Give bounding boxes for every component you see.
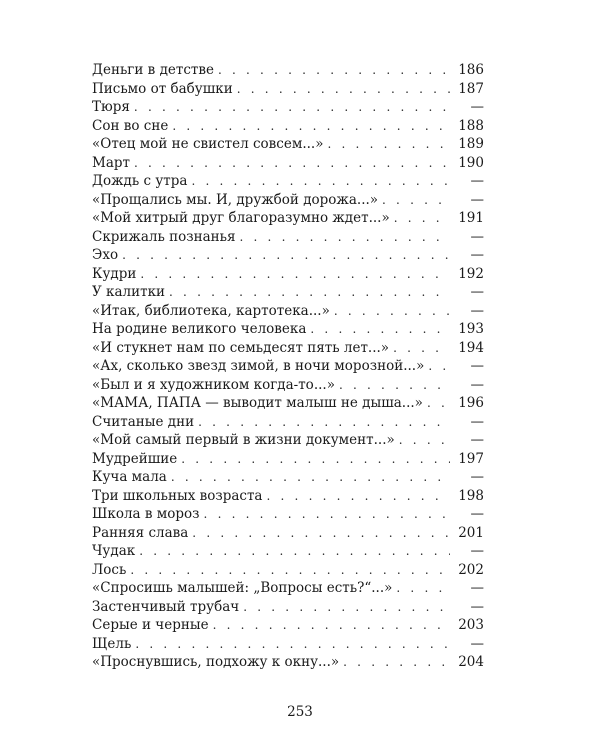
toc-entry (92, 246, 484, 265)
toc-entry-title: Считаные дни (92, 413, 195, 430)
toc-entry-title: Серые и черные (92, 617, 209, 633)
toc-entry (92, 450, 484, 469)
toc-entry-page: — (470, 302, 484, 319)
toc-entry-page: — (470, 469, 484, 485)
toc-leader-dots (204, 505, 450, 524)
toc-entry-title: На родине великого человека (92, 321, 307, 337)
toc-entry-title: Скрижаль познанья (92, 228, 236, 245)
toc-entry (92, 283, 484, 302)
toc-entry (92, 302, 484, 321)
toc-entry (92, 209, 484, 228)
toc-entry (92, 505, 484, 524)
toc-leader-dots (192, 524, 450, 543)
toc-entry (92, 561, 484, 580)
toc-leader-dots (134, 98, 450, 117)
toc-entry-page: 190 (458, 154, 484, 171)
toc-leader-dots (310, 320, 450, 339)
toc-leader-dots (218, 61, 450, 80)
toc-entry-title: «Мой хитрый друг благоразумно ждет...» (92, 210, 390, 226)
toc-entry-title: «Спросишь малышей: „Вопросы есть?“...» (92, 580, 393, 596)
toc-entry-title: «Отец мой не свистел совсем...» (92, 136, 324, 152)
toc-entry-page: 201 (458, 524, 484, 541)
toc-entry-title: «Прощались мы. И, дружбой дорожа...» (92, 191, 379, 208)
toc-leader-dots (169, 283, 450, 302)
toc-entry-page: 188 (458, 117, 484, 134)
toc-entry (92, 635, 484, 654)
toc-entry-title: Сон во сне (92, 117, 169, 134)
toc-entry-title: Деньги в детстве (92, 62, 214, 78)
toc-leader-dots (237, 80, 450, 99)
toc-entry (92, 265, 484, 284)
toc-entry-title: Чудак (92, 543, 136, 559)
toc-leader-dots (140, 265, 450, 284)
toc-entry (92, 357, 484, 376)
toc-entry-page: 193 (458, 321, 484, 337)
toc-entry-title: «МАМА, ПАПА — выводит малыш не дыша...» (92, 395, 423, 411)
toc-entry (92, 339, 484, 358)
toc-entry (92, 598, 484, 617)
toc-entry-page: 203 (458, 617, 484, 633)
toc-leader-dots (181, 450, 450, 469)
toc-entry (92, 117, 484, 136)
toc-entry (92, 228, 484, 247)
toc-entry-title: Школа в мороз (92, 506, 200, 522)
toc-leader-dots (428, 357, 450, 376)
toc-leader-dots (382, 191, 450, 210)
toc-entry (92, 542, 484, 561)
toc-entry-page: 196 (458, 395, 484, 411)
toc-entry-page: — (470, 376, 484, 393)
toc-entry-page: — (470, 284, 484, 300)
toc-entry-page: — (470, 228, 484, 245)
toc-leader-dots (339, 376, 450, 395)
toc-entry-title: Дождь с утра (92, 173, 188, 189)
toc-leader-dots (343, 653, 450, 672)
toc-leader-dots (427, 394, 450, 413)
toc-leader-dots (399, 431, 450, 450)
toc-entry-page: — (470, 543, 484, 559)
toc-entry-page: — (470, 432, 484, 448)
toc-entry (92, 61, 484, 80)
toc-leader-dots (213, 616, 450, 635)
toc-entry (92, 154, 484, 173)
toc-entry (92, 172, 484, 191)
toc-leader-dots (396, 579, 450, 598)
toc-entry-title: Тюря (92, 99, 130, 115)
toc-entry-title: Щель (92, 635, 132, 652)
toc-leader-dots (139, 542, 450, 561)
toc-leader-dots (394, 209, 450, 228)
toc-entry-page: 204 (458, 654, 484, 670)
toc-entry-title: Эхо (92, 247, 119, 263)
toc-entry-title: «Проснувшись, подхожу к окну...» (92, 654, 340, 670)
toc-leader-dots (134, 154, 450, 173)
toc-leader-dots (334, 302, 450, 321)
toc-entry (92, 653, 484, 672)
toc-entry-page: — (470, 358, 484, 374)
toc-entry (92, 80, 484, 99)
toc-leader-dots (266, 487, 450, 506)
toc-entry (92, 376, 484, 395)
toc-entry-page: 189 (458, 136, 484, 152)
toc-entry (92, 579, 484, 598)
toc-entry (92, 431, 484, 450)
toc-entry (92, 320, 484, 339)
toc-leader-dots (393, 339, 450, 358)
toc-entry-title: Кудри (92, 265, 137, 282)
toc-entry-page: — (470, 99, 484, 115)
toc-entry (92, 135, 484, 154)
toc-entry-title: Март (92, 154, 130, 171)
toc-entry-page: — (470, 247, 484, 263)
toc-entry-page: — (470, 191, 484, 208)
toc-entry-page: — (470, 413, 484, 430)
toc-entry-page: 187 (458, 80, 484, 97)
toc-leader-dots (240, 228, 451, 247)
toc-leader-dots (122, 246, 450, 265)
toc-entry (92, 191, 484, 210)
toc-entry (92, 394, 484, 413)
toc-leader-dots (171, 468, 450, 487)
toc-entry-page: 192 (458, 265, 484, 282)
toc-entry-page: — (470, 598, 484, 615)
toc-entry-page: — (470, 173, 484, 189)
toc-leader-dots (172, 117, 450, 136)
toc-entry-page: 197 (458, 450, 484, 467)
toc-leader-dots (191, 172, 450, 191)
toc-entry-title: Три школьных возраста (92, 487, 263, 504)
toc-entry-title: «Мой самый первый в жизни документ...» (92, 432, 395, 448)
toc-entry-title: «Итак, библиотека, картотека...» (92, 302, 330, 319)
toc-leader-dots (198, 413, 450, 432)
toc-entry-page: 198 (458, 487, 484, 504)
toc-entry-title: Куча мала (92, 469, 167, 485)
toc-leader-dots (130, 561, 450, 580)
table-of-contents (92, 61, 484, 672)
toc-entry-title: Лось (92, 561, 127, 578)
toc-entry-title: «Ах, сколько звезд зимой, в ночи морозной...» (92, 358, 425, 374)
toc-entry (92, 616, 484, 635)
toc-entry (92, 413, 484, 432)
toc-entry-title: Мудрейшие (92, 450, 178, 467)
toc-entry-page: 194 (458, 339, 484, 356)
toc-leader-dots (327, 135, 450, 154)
toc-entry (92, 468, 484, 487)
page-number: 253 (287, 704, 313, 720)
toc-entry-page: 191 (458, 210, 484, 226)
toc-entry-page: — (470, 506, 484, 522)
toc-entry-title: «И стукнет нам по семьдесят пять лет...» (92, 339, 390, 356)
toc-entry-title: У калитки (92, 284, 166, 300)
toc-entry-title: «Был и я художником когда-то...» (92, 376, 335, 393)
toc-entry-page: 186 (458, 62, 484, 78)
toc-leader-dots (135, 635, 450, 654)
toc-entry (92, 487, 484, 506)
toc-entry-page: — (470, 580, 484, 596)
toc-entry (92, 98, 484, 117)
toc-entry-title: Застенчивый трубач (92, 598, 240, 615)
toc-entry-title: Письмо от бабушки (92, 80, 233, 97)
toc-entry-title: Ранняя слава (92, 524, 189, 541)
toc-entry-page: 202 (458, 561, 484, 578)
toc-entry-page: — (470, 635, 484, 652)
toc-leader-dots (243, 598, 450, 617)
toc-entry (92, 524, 484, 543)
